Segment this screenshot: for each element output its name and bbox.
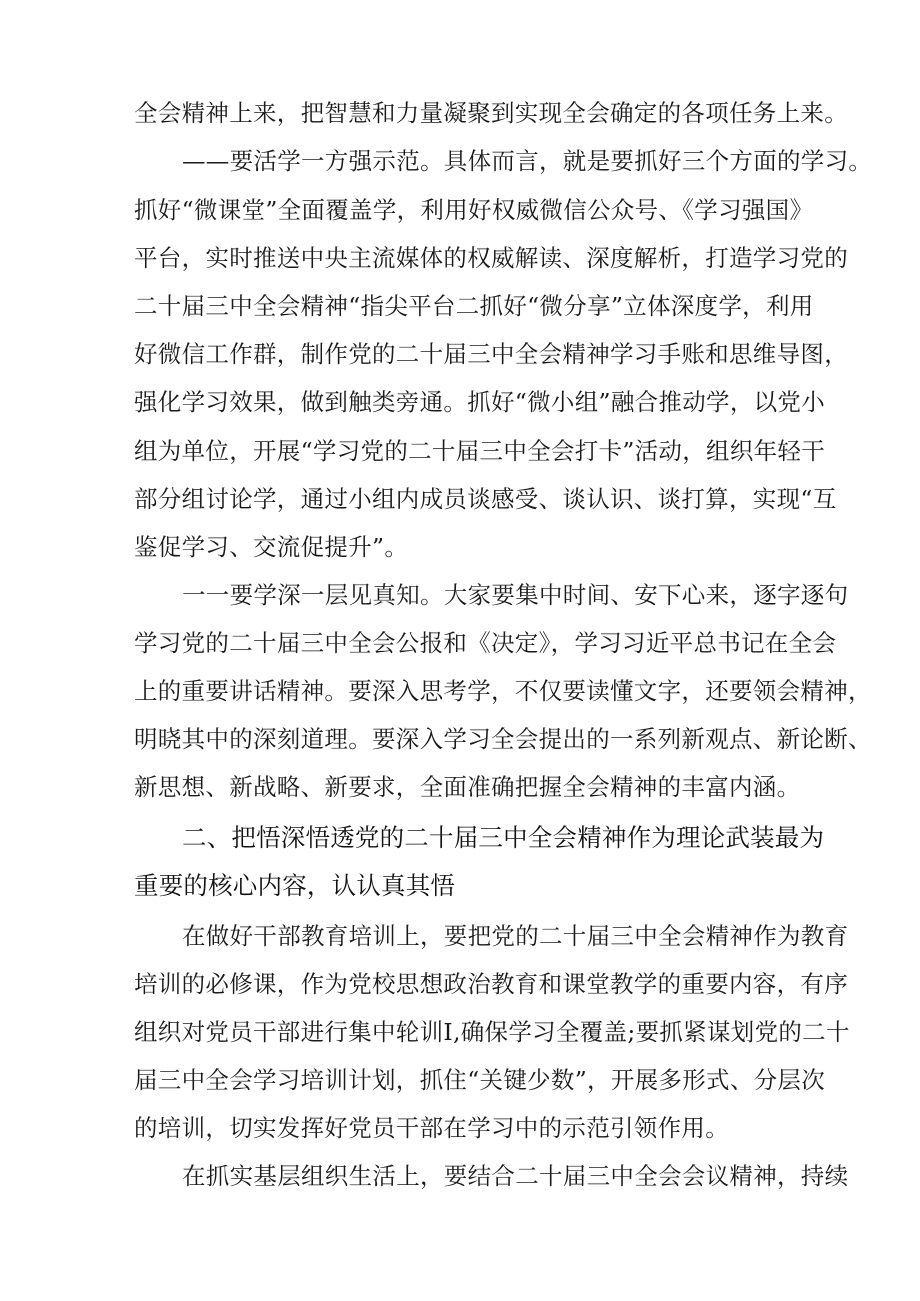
text-line: 平台，实时推送中央主流媒体的权威解读、深度解析，打造学习党的: [134, 244, 848, 272]
text-line: 的培训，切实发挥好党员干部在学习中的示范引领作用。: [134, 1114, 729, 1142]
text-line: 届三中全会学习培训计划，抓住“关键少数”，开展多形式、分层次: [134, 1066, 826, 1094]
text-line: 抓好“微课堂”全面覆盖学，利用好权威微信公众号、《学习强国》: [134, 196, 814, 224]
text-line: 上的重要讲话精神。要深入思考学，不仅要读懂文字，还要领会精神，: [134, 677, 872, 705]
section-heading: 重要的核心内容，认认真其悟: [134, 871, 456, 900]
text-line: 明晓其中的深刻道理。要深入学习全会提出的一系列新观点、新论断、: [134, 725, 872, 753]
text-line: 部分组讨论学，通过小组内成员谈感受、谈认识、谈打算，实现“互: [134, 485, 837, 513]
text-line: 在抓实基层组织生活上，要结合二十届三中全会会议精神，持续: [182, 1162, 849, 1190]
text-line: 在做好干部教育培训上，要把党的二十届三中全会精神作为教育: [182, 922, 849, 950]
text-line: 鉴促学习、交流促提升”。: [134, 533, 409, 561]
text-line: ——要活学一方强示范。具体而言，就是要抓好三个方面的学习。: [182, 147, 873, 175]
text-line: 新思想、新战略、新要求，全面准确把握全会精神的丰富内涵。: [134, 773, 801, 801]
section-heading: 二、把悟深悟透党的二十届三中全会精神作为理论武装最为: [182, 823, 825, 852]
text-line: 二十届三中全会精神“指尖平台二抓好“微分享”立体深度学，利用: [134, 292, 814, 320]
text-line: 全会精神上来，把智慧和力量凝聚到实现全会确定的各项任务上来。: [134, 99, 848, 127]
text-line: 一一要学深一层见真知。大家要集中时间、安下心来，逐字逐句: [182, 581, 849, 609]
text-line: 强化学习效果，做到触类旁通。抓好“微小组”融合推动学，以党小: [134, 388, 826, 416]
text-line: 组织对党员干部进行集中轮训I,确保学习全覆盖;要抓紧谋划党的二十: [134, 1018, 850, 1046]
text-line: 好微信工作群，制作党的二十届三中全会精神学习手账和思维导图，: [134, 340, 848, 368]
text-line: 培训的必修课，作为党校思想政治教育和课堂教学的重要内容，有序: [134, 970, 848, 998]
text-line: 组为单位，开展“学习党的二十届三中全会打卡”活动，组织年轻干: [134, 437, 826, 465]
text-line: 学习党的二十届三中全会公报和《决定》，学习习近平总书记在全会: [134, 629, 837, 657]
